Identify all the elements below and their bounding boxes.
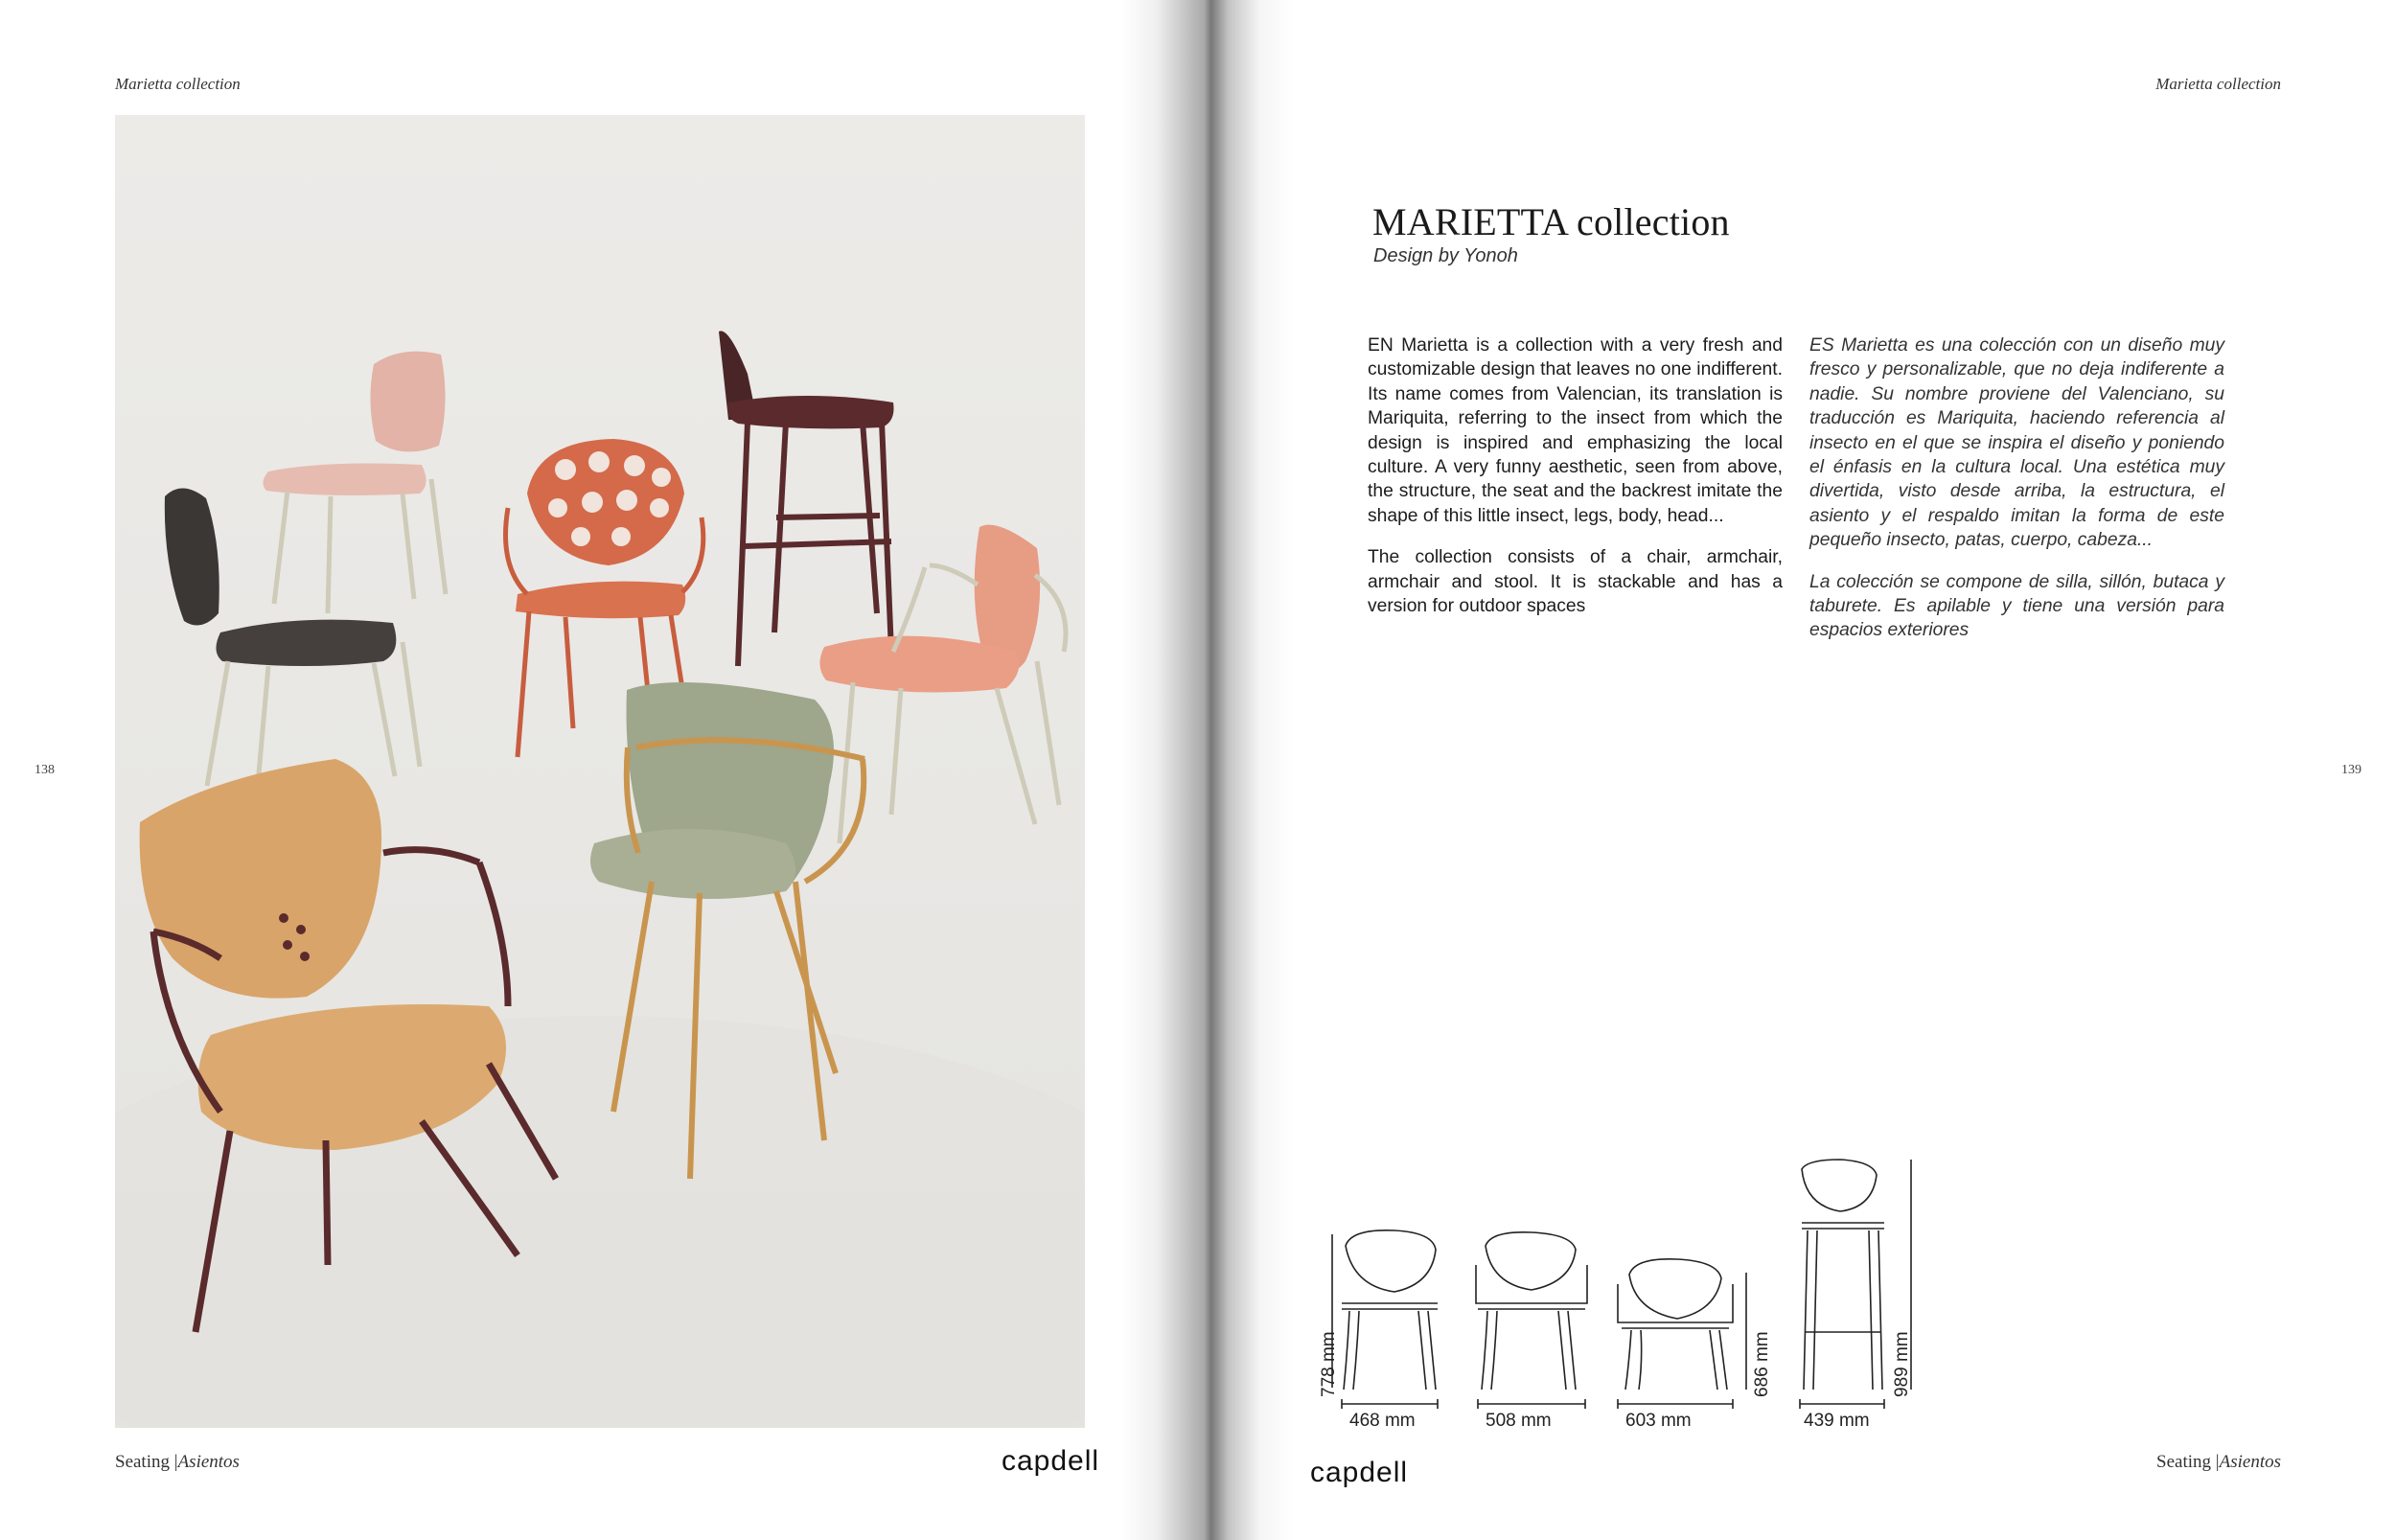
description-en-paragraph: EN Marietta is a collection with a very fresh and customizable design that leaves no one indifferent. Its name comes from Valencian, its translation is Mariquita, referring to the insect from which the design is inspired and emphasizing the local culture. A very funny aesthetic, seen from above, the structure, the seat and the backrest imitate the shape of this little insect, legs, body, head...: [1368, 335, 1783, 526]
footer-section-left: Seating |Asientos: [115, 1452, 240, 1472]
footer-section-en: Seating: [2156, 1452, 2212, 1472]
product-photo: [115, 115, 1085, 1428]
designer-credit: Design by Yonoh: [1373, 245, 1518, 266]
footer-section-es: Asientos: [177, 1452, 240, 1472]
oxblood-bar-stool-icon: [738, 422, 891, 666]
dimension-drawings: [1303, 1150, 1917, 1437]
height-label: 686 mm: [1752, 1331, 1772, 1397]
description-spanish: [1809, 333, 2224, 660]
footer-section-right: Seating |Asientos: [2156, 1452, 2281, 1472]
width-label: 508 mm: [1486, 1411, 1552, 1431]
lounge-chair-technical-drawing-icon: [1618, 1259, 1746, 1409]
description-es-paragraph: ES Marietta es una colección con un diseño muy fresco y personalizable, que no deja indiferente a nadie. Su nombre proviene del Valenciano, su traducción es Mariquita, haciendo referencia al insecto en el que se inspira el diseño y poniendo el énfasis en la cultura local. Una estética muy divertida, visto desde arriba, la estructura, el asiento y el respaldo imitan la forma de este pequeño insecto, patas, cuerpo, cabeza...: [1809, 335, 2224, 551]
width-label: 468 mm: [1349, 1411, 1416, 1431]
chairs-illustration: [115, 115, 1085, 1428]
brand-logo-left: capdell: [1002, 1445, 1100, 1477]
footer-section-es: Asientos: [2219, 1452, 2281, 1472]
page-title: MARIETTA collection: [1372, 200, 1730, 243]
page-number-right: 139: [2341, 763, 2361, 777]
description-english: [1368, 333, 1783, 635]
brand-logo-right: capdell: [1310, 1457, 1409, 1488]
salmon-upholstered-armchair-icon: [819, 525, 1066, 843]
dimension-lines: [1303, 1150, 1917, 1437]
chair-technical-drawing-icon: [1332, 1230, 1438, 1409]
stool-seat: [727, 396, 893, 428]
footer-section-en: Seating: [115, 1452, 170, 1472]
charcoal-chair-icon: [165, 488, 420, 795]
blush-chair-icon: [263, 352, 446, 613]
running-head-right: Marietta collection: [2155, 75, 2281, 93]
description-es-paragraph: La colección se compone de silla, sillón, butaca y taburete. Es apilable y tiene una versión para espacios exteriores: [1809, 571, 2224, 641]
width-label: 439 mm: [1804, 1411, 1870, 1431]
height-label: 989 mm: [1892, 1331, 1912, 1397]
width-label: 603 mm: [1625, 1411, 1692, 1431]
book-gutter-shadow: [1121, 0, 1294, 1540]
armchair-technical-drawing-icon: [1476, 1232, 1587, 1409]
page-number-left: 138: [35, 763, 55, 777]
height-label: 778 mm: [1319, 1331, 1339, 1397]
running-head-left: Marietta collection: [115, 75, 241, 93]
description-en-paragraph: The collection consists of a chair, armchair, armchair and stool. It is stackable and has a version for outdoor spaces: [1368, 547, 1783, 617]
